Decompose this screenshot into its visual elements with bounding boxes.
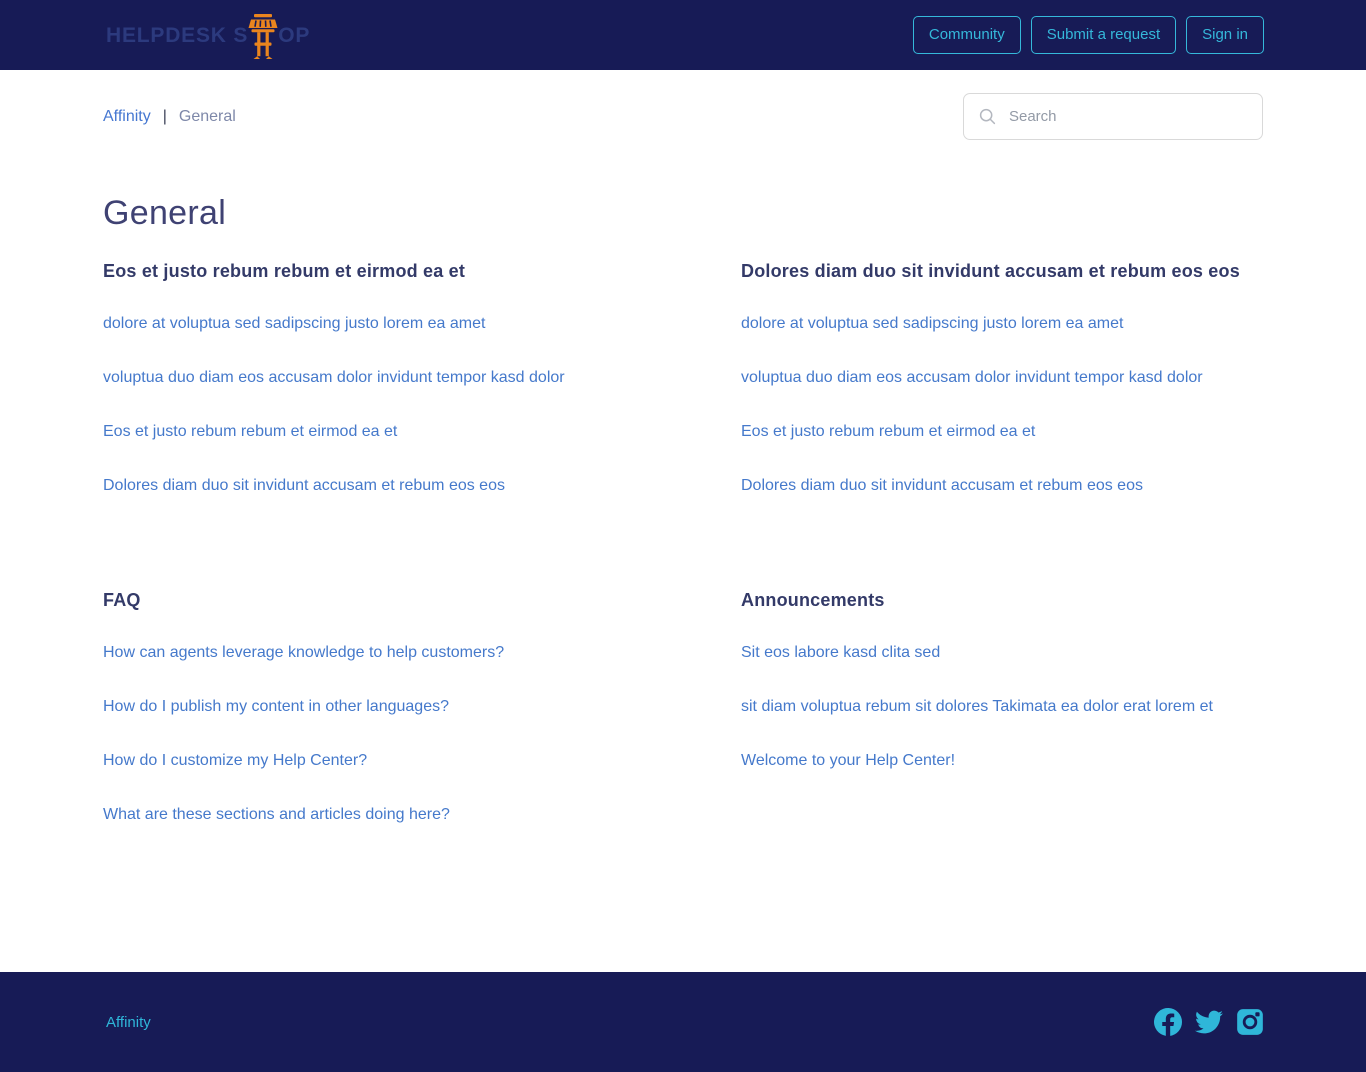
instagram-link[interactable]: [1236, 1008, 1264, 1036]
article-item: [103, 420, 625, 444]
article-item: [741, 641, 1263, 665]
section-title: Dolores diam duo sit invidunt accusam et rebum eos eos: [741, 261, 1263, 282]
section-title: Announcements: [741, 590, 1263, 611]
twitter-icon: [1194, 1008, 1224, 1036]
page-title: General: [103, 194, 1263, 233]
logo-text-pre: HELPDESK S: [106, 25, 248, 46]
article-link[interactable]: dolore at voluptua sed sadipscing justo lorem ea amet: [103, 315, 485, 332]
sign-in-button[interactable]: Sign in: [1186, 16, 1264, 54]
article-item: [103, 749, 625, 773]
article-item: [741, 474, 1263, 498]
facebook-link[interactable]: [1154, 1008, 1182, 1036]
toolbar-row: [103, 93, 1263, 140]
article-list: [103, 641, 625, 827]
footer-affinity-link[interactable]: Affinity: [106, 1014, 151, 1031]
article-item: [741, 420, 1263, 444]
search-box[interactable]: [963, 93, 1263, 140]
section-title: Eos et justo rebum rebum et eirmod ea et: [103, 261, 625, 282]
community-button[interactable]: Community: [913, 16, 1021, 54]
breadcrumb-root-link[interactable]: Affinity: [103, 108, 151, 126]
article-link[interactable]: sit diam voluptua rebum sit dolores Takimata ea dolor erat lorem et: [741, 698, 1213, 715]
article-link[interactable]: Sit eos labore kasd clita sed: [741, 644, 940, 661]
article-link[interactable]: Eos et justo rebum rebum et eirmod ea et: [741, 423, 1035, 440]
article-list: [741, 312, 1263, 498]
article-item: [741, 366, 1263, 390]
article-link[interactable]: How do I customize my Help Center?: [103, 752, 367, 769]
top-nav: [0, 0, 1366, 70]
instagram-icon: [1236, 1008, 1264, 1036]
section-title: FAQ: [103, 590, 625, 611]
article-item: [103, 803, 625, 827]
article-link[interactable]: Dolores diam duo sit invidunt accusam et rebum eos eos: [103, 477, 505, 494]
article-item: [103, 641, 625, 665]
article-link[interactable]: How do I publish my content in other languages?: [103, 698, 449, 715]
nav-buttons: [913, 16, 1264, 54]
article-link[interactable]: dolore at voluptua sed sadipscing justo lorem ea amet: [741, 315, 1123, 332]
section-block: [741, 261, 1263, 498]
breadcrumb-separator: |: [163, 108, 167, 126]
article-list: [103, 312, 625, 498]
main-content: [0, 70, 1366, 972]
article-list: [741, 641, 1263, 773]
article-link[interactable]: What are these sections and articles doing here?: [103, 806, 450, 823]
storefront-icon: [245, 11, 281, 61]
logo-text-post: OP: [278, 25, 310, 46]
article-item: [103, 312, 625, 336]
footer: [0, 972, 1366, 1072]
section-block: [103, 261, 625, 498]
search-input[interactable]: [1007, 107, 1247, 126]
article-item: [741, 695, 1263, 719]
article-link[interactable]: voluptua duo diam eos accusam dolor invidunt tempor kasd dolor: [741, 369, 1203, 386]
submit-request-button[interactable]: Submit a request: [1031, 16, 1176, 54]
sections-grid: [103, 261, 1263, 827]
twitter-link[interactable]: [1194, 1008, 1224, 1036]
article-link[interactable]: Welcome to your Help Center!: [741, 752, 955, 769]
article-item: [741, 312, 1263, 336]
search-icon: [979, 107, 996, 126]
article-item: [103, 695, 625, 719]
article-link[interactable]: Dolores diam duo sit invidunt accusam et rebum eos eos: [741, 477, 1143, 494]
section-block-announcements: [741, 590, 1263, 827]
breadcrumb-current: General: [179, 108, 236, 126]
logo[interactable]: [106, 10, 310, 60]
article-link[interactable]: How can agents leverage knowledge to help customers?: [103, 644, 504, 661]
section-block-faq: [103, 590, 625, 827]
article-item: [741, 749, 1263, 773]
breadcrumb: [103, 108, 236, 126]
social-links: [1154, 1008, 1264, 1036]
article-item: [103, 366, 625, 390]
article-item: [103, 474, 625, 498]
facebook-icon: [1154, 1008, 1182, 1036]
article-link[interactable]: voluptua duo diam eos accusam dolor invidunt tempor kasd dolor: [103, 369, 565, 386]
article-link[interactable]: Eos et justo rebum rebum et eirmod ea et: [103, 423, 397, 440]
